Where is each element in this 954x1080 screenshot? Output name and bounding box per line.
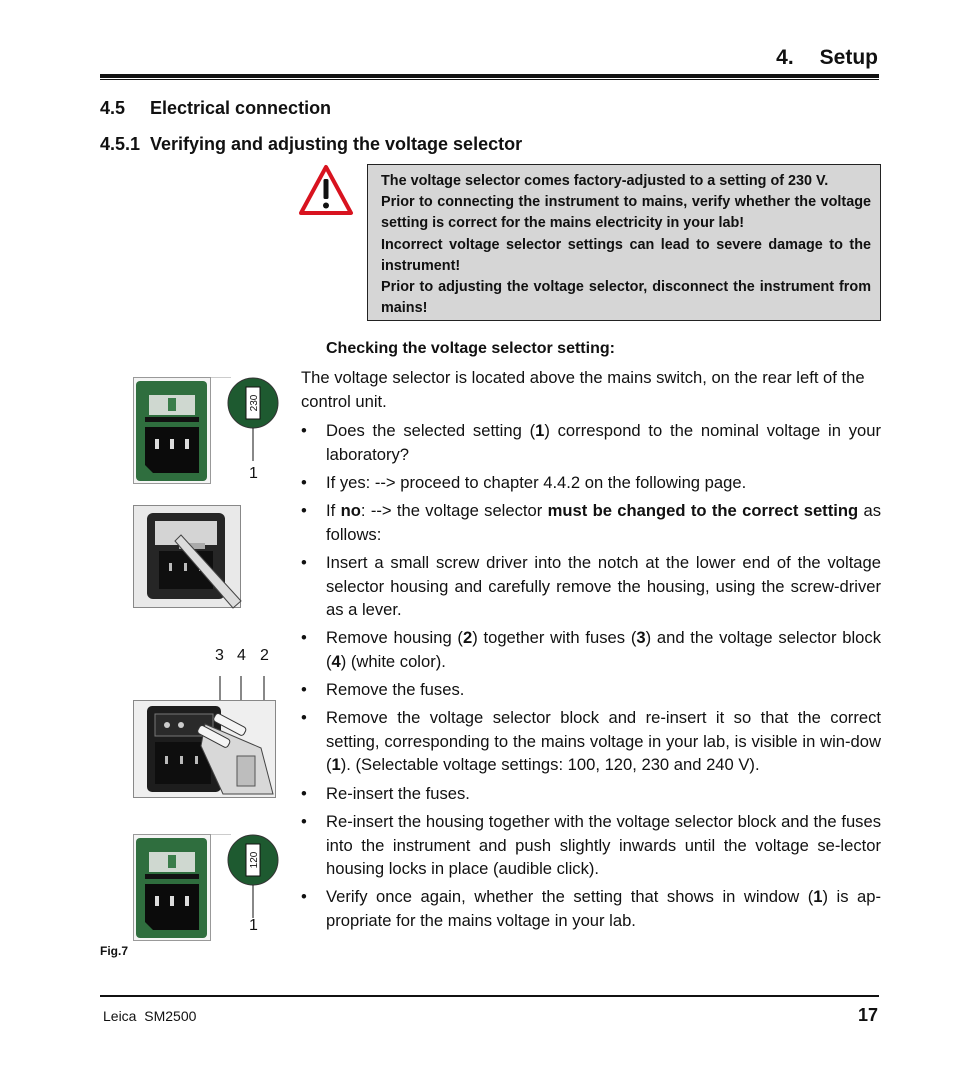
list-item-text <box>326 499 881 546</box>
footer-product: Leica SM2500 <box>103 1008 197 1024</box>
figure-housing-fuses <box>133 676 278 800</box>
text-run: as follows: <box>326 501 881 544</box>
callout-number: 4 <box>237 647 246 664</box>
page-number: 17 <box>857 1005 878 1025</box>
callout-number: 3 <box>215 647 224 664</box>
list-item-text <box>326 810 881 881</box>
emphasis-text: 1 <box>331 755 341 775</box>
text-run: : --> the voltage selector <box>360 501 548 520</box>
text-run: Re-insert the housing together with the voltage selector block and the fuses into the instrument and push slightly inwards until the voltage se-lector housing locks in place (audible click). <box>326 812 881 879</box>
chapter-title: Setup <box>819 46 878 69</box>
list-item: • If no: --> the voltage selector must be changed to the correct setting as follows: <box>301 499 881 546</box>
emphasis-text: 1 <box>813 887 823 906</box>
warning-box <box>367 164 881 321</box>
section-title: Electrical connection <box>150 98 332 118</box>
text-run: ) together with fuses ( <box>472 628 637 647</box>
list-item-text <box>326 471 881 495</box>
emphasis-text: no <box>340 501 361 520</box>
list-item: • Remove the voltage selector block and re-insert it so that the correct setting, corresponding to the mains voltage in your lab, is visible in win-dow (1). (Selectable voltage settings: 100, 120, 230 and 240 V). <box>301 706 881 777</box>
list-item-text <box>326 782 881 806</box>
text-run: If yes: --> proceed to chapter 4.4.2 on the following page. <box>326 473 747 492</box>
list-item: • Insert a small screw driver into the notch at the lower end of the voltage selector housing and carefully remove the housing, using the screw-driver as a lever. <box>301 551 881 622</box>
list-item-text <box>326 419 881 466</box>
chapter-number: 4. <box>776 46 794 69</box>
list-item: • Verify once again, whether the setting that shows in window (1) is ap-propriate for the mains voltage in your lab. <box>301 885 881 932</box>
section-heading <box>100 98 331 119</box>
figure-label: Fig.7 <box>100 944 129 958</box>
text-run: If <box>326 501 341 520</box>
emphasis-text: 1 <box>535 421 545 440</box>
callout-number: 1 <box>249 917 258 934</box>
emphasis-text: 3 <box>636 628 646 647</box>
footer-rule <box>100 995 879 997</box>
text-run: Re-insert the fuses. <box>326 784 470 803</box>
list-item: • Remove housing (2) together with fuses (3) and the voltage selector block (4) (white color). <box>301 626 881 673</box>
emphasis-text: must be changed to the correct setting <box>547 501 859 520</box>
text-run: Remove the voltage selector block and re-insert it so that the correct setting, corresponding to the mains voltage in your lab, is visible in win-dow ( <box>326 708 881 775</box>
subsection-title: Verifying and adjusting the voltage selector <box>150 134 523 154</box>
text-run: Remove the fuses. <box>326 680 465 699</box>
voltage-window-value: 230 <box>249 394 260 412</box>
warning-line: The voltage selector comes factory-adjusted to a setting of 230 V. <box>381 173 829 189</box>
checking-heading: Checking the voltage selector setting: <box>326 340 615 357</box>
chapter-heading <box>776 46 878 70</box>
intro-paragraph: The voltage selector is located above the mains switch, on the rear left of the control unit. <box>301 368 865 411</box>
emphasis-text: 4 <box>331 651 341 671</box>
list-item: • If yes: --> proceed to chapter 4.4.2 on the following page. <box>301 471 881 495</box>
header-rule-thick <box>100 74 879 78</box>
list-item-text <box>326 551 881 622</box>
list-item-text <box>326 678 881 702</box>
warning-line: Prior to adjusting the voltage selector, disconnect the instrument from mains! <box>381 279 871 317</box>
voltage-window-value: 120 <box>249 851 260 869</box>
text-run: ) (white color). <box>340 651 446 671</box>
list-item: • Re-insert the housing together with the voltage selector block and the fuses into the instrument and push slightly inwards until the voltage se-lector housing locks in place (audible click). <box>301 810 881 881</box>
list-item: • Does the selected setting (1) correspond to the nominal voltage in your laboratory? <box>301 419 881 466</box>
list-item: • Re-insert the fuses. <box>301 782 881 806</box>
text-run: ) and the voltage selector block ( <box>326 628 881 671</box>
subsection-heading <box>100 134 522 155</box>
callout-number: 2 <box>260 647 269 664</box>
section-number: 4.5 <box>100 98 126 118</box>
figure-screwdriver-removal <box>133 505 243 609</box>
figure-voltage-module-230 <box>133 377 281 485</box>
text-run: ). (Selectable voltage settings: 100, 120, 230 and 240 V). <box>340 755 760 775</box>
text-run: Remove housing ( <box>326 628 463 647</box>
figure-voltage-module-120 <box>133 834 281 942</box>
list-item-text <box>326 706 881 777</box>
text-run: ) is ap-propriate for the mains voltage in your lab. <box>326 887 881 930</box>
text-run: Insert a small screw driver into the notch at the lower end of the voltage selector housing and carefully remove the housing, using the screw-driver as a lever. <box>326 553 881 620</box>
list-item: • Remove the fuses. <box>301 678 881 702</box>
warning-line: Prior to connecting the instrument to mains, verify whether the voltage setting is correct for the mains electricity in your lab! <box>381 194 871 232</box>
text-run: Verify once again, whether the setting that shows in window ( <box>326 887 814 906</box>
text-run: ) correspond to the nominal voltage in your laboratory? <box>326 421 881 464</box>
warning-triangle-icon <box>298 164 354 216</box>
warning-line: Incorrect voltage selector settings can lead to severe damage to the instrument! <box>381 236 871 274</box>
header-rule-thin <box>100 79 879 80</box>
list-item-text <box>326 626 881 673</box>
subsection-number: 4.5.1 <box>100 134 141 154</box>
emphasis-text: 2 <box>462 628 473 647</box>
text-run: Does the selected setting ( <box>326 421 536 440</box>
list-item-text <box>326 885 881 932</box>
callout-number: 1 <box>249 465 258 482</box>
